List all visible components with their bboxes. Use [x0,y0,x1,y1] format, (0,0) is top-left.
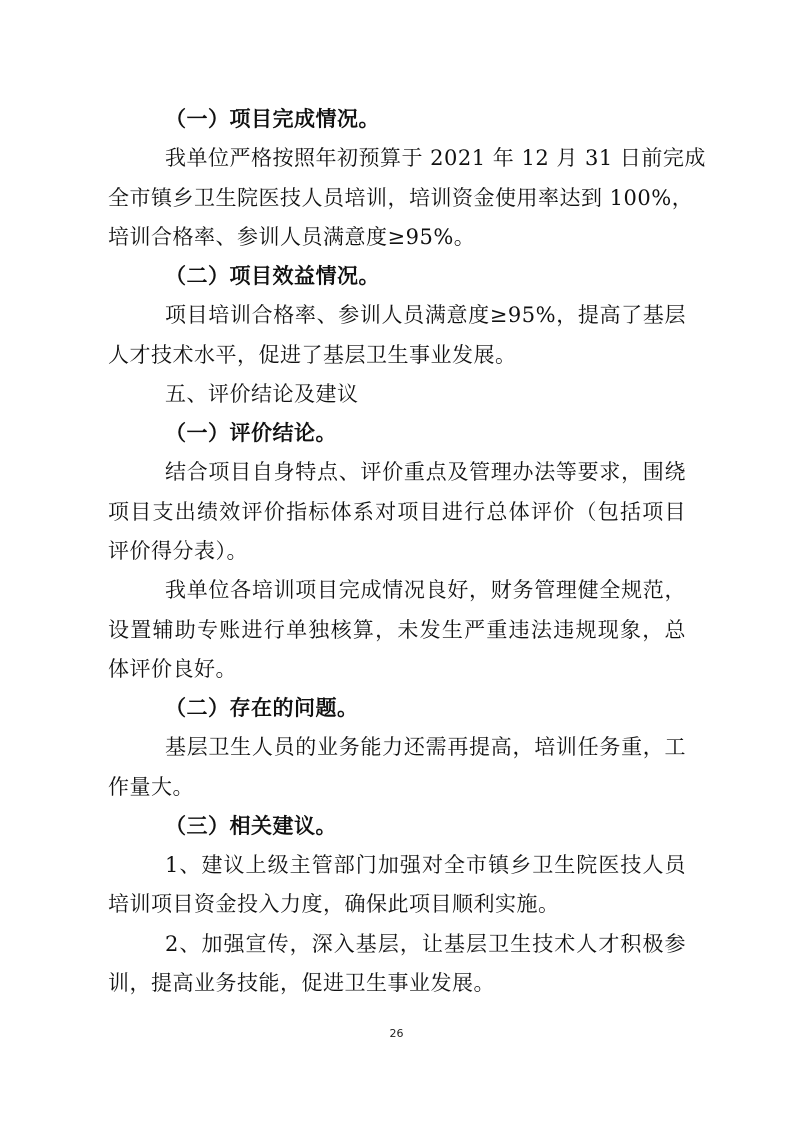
subheading: （一）评价结论。 [165,420,337,445]
paragraph-line: 培训合格率、参训人员满意度≥95%。 [108,225,476,249]
paragraph-line: 设置辅助专账进行单独核算，未发生严重违法违规现象，总 [108,618,686,642]
paragraph-line: 人才技术水平，促进了基层卫生事业发展。 [108,343,517,367]
page-number: 26 [389,1027,404,1040]
paragraph-line: 评价得分表）。 [108,539,248,563]
paragraph-line: 结合项目自身特点、评价重点及管理办法等要求，围绕 [165,460,686,484]
paragraph-line: 训，提高业务技能，促进卫生事业发展。 [108,971,495,995]
paragraph-line: 项目支出绩效评价指标体系对项目进行总体评价（包括项目 [108,500,686,524]
paragraph-line: 作量大。 [108,775,194,799]
paragraph-line: 培训项目资金投入力度，确保此项目顺利实施。 [108,892,560,916]
paragraph-line: 项目培训合格率、参训人员满意度≥95%，提高了基层 [165,303,686,327]
paragraph-line: 全市镇乡卫生院医技人员培训，培训资金使用率达到 100%， [108,186,694,210]
paragraph-line: 1、建议上级主管部门加强对全市镇乡卫生院医技人员 [165,853,686,877]
subheading: （三）相关建议。 [165,813,337,838]
section-heading: 五、评价结论及建议 [165,382,359,406]
paragraph-line: 我单位严格按照年初预算于 2021 年 12 月 31 日前完成 [165,146,706,170]
paragraph-line: 2、加强宣传，深入基层，让基层卫生技术人才积极参 [165,932,686,956]
paragraph-line: 基层卫生人员的业务能力还需再提高，培训任务重，工 [165,735,686,759]
subheading: （二）项目效益情况。 [165,263,380,288]
subheading: （二）存在的问题。 [165,695,359,720]
subheading: （一）项目完成情况。 [165,106,380,131]
paragraph-line: 体评价良好。 [108,657,237,681]
paragraph-line: 我单位各培训项目完成情况良好，财务管理健全规范， [165,578,686,602]
